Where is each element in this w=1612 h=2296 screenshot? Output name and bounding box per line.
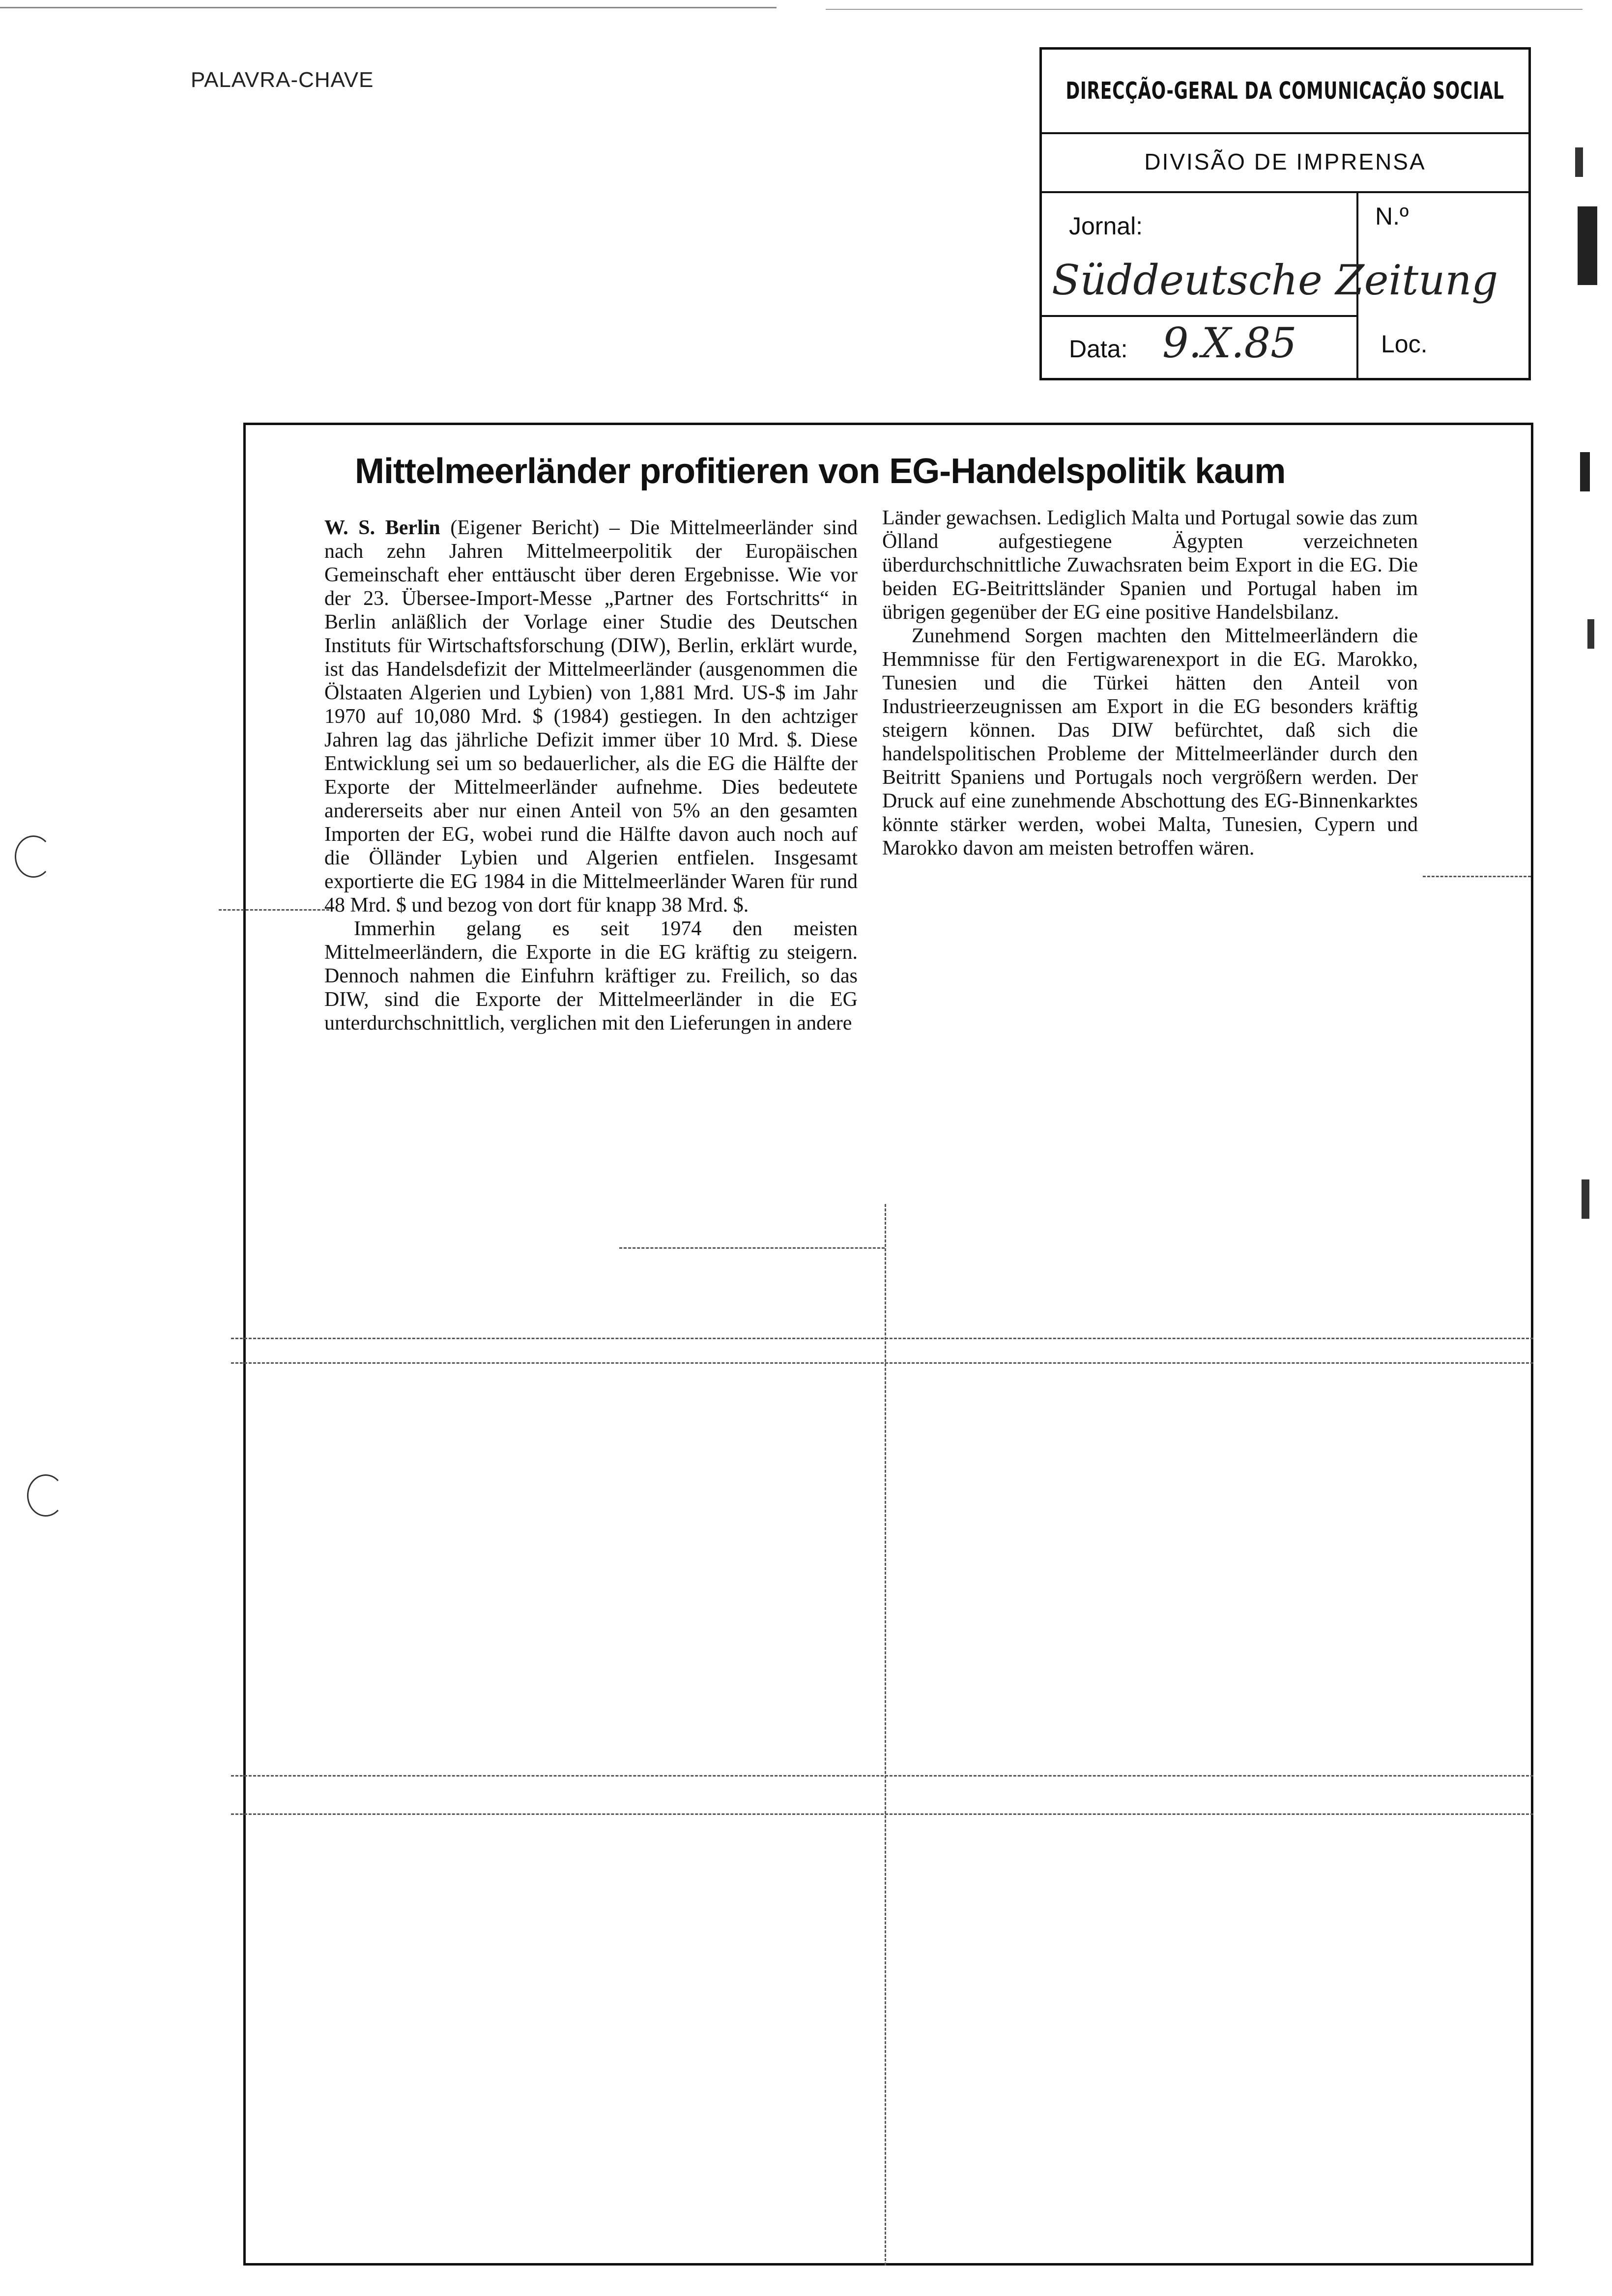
scan-edge-line xyxy=(826,9,1583,10)
article-column-left xyxy=(324,516,858,1035)
scan-noise-mark xyxy=(1582,1179,1589,1219)
stamp-organization-row xyxy=(1042,50,1528,134)
local-label: Loc. xyxy=(1381,330,1428,358)
article-lead-text: (Eigener Bericht) – Die Mittelmeerländer sind nach zehn Jahren Mittelmeerpolitik der Europäischen Gemeinschaft eher enttäuscht über deren Ergebnisse. Wie vor der 23. Übersee-Import-Messe „Partner des Fortschritts“ in Berlin anläßlich der Vorlage einer Studie des Deutschen Instituts für Wirtschaftsforschung (DIW), Berlin, erklärt wurde, ist das Handelsdefizit der Mittelmeerländer (ausgenommen die Ölstaaten Algerien und Lybien) von 1,881 Mrd. US-$ im Jahr 1970 auf 10,080 Mrd. $ (1984) gestiegen. In den achtziger Jahren lag das jährliche Defizit immer über 10 Mrd. $. Diese Entwicklung sei um so bedauerlicher, als die EG die Hälfte der Exporte der Mittelmeerländer aufnehme. Dies bedeutete andererseits aber nur einen Anteil von 5% an den gesamten Importen der EG, wobei rund die Hälfte davon auch noch auf die Ölländer Lybien und Algerien entfielen. Insgesamt exportierte die EG 1984 in die Mittelmeerländer Waren für rund 48 Mrd. $ und bezog von dort für knapp 38 Mrd. $. xyxy=(324,517,858,917)
cut-guide-line xyxy=(231,1813,1533,1815)
keyword-label: PALAVRA-CHAVE xyxy=(191,68,374,92)
jornal-label: Jornal: xyxy=(1069,212,1143,240)
data-label: Data: xyxy=(1069,335,1128,363)
article-paragraph: Immerhin gelang es seit 1974 den meisten Mittelmeerländern, die Exporte in die EG kräftig zu steigern. Dennoch nahmen die Einfuhrn kräftiger zu. Freilich, so das DIW, sind die Exporte der Mittelmeerländer in die EG unterdurchschnittlich, verglichen mit den Lieferungen in andere xyxy=(324,918,858,1034)
scan-noise-mark xyxy=(1578,206,1597,285)
article-byline: W. S. Berlin xyxy=(324,517,440,539)
stamp-divider xyxy=(1042,315,1356,317)
scan-noise-mark xyxy=(1587,619,1594,649)
cut-guide-line xyxy=(885,1204,886,2266)
cut-guide-line xyxy=(231,1775,1533,1777)
data-value-handwritten: 9.X.85 xyxy=(1162,319,1297,367)
article-paragraph: Zunehmend Sorgen machten den Mittelmeerländern die Hemmnisse für den Fertigwarenexport in die EG. Marokko, Tunesien und die Türkei hätten den Anteil von Industrieerzeugnissen am Export in die EG besonders kräftig steigern können. Das DIW befürchtet, daß sich die handelspolitischen Probleme der Mittelmeerländer durch den Beitritt Spaniens und Portugals noch vergrößern werden. Der Druck auf eine zunehmende Abschottung des EG-Binnenkarktes könnte stärker werden, wobei Malta, Tunesien, Cypern und Marokko davon am meisten betroffen wären. xyxy=(882,625,1418,860)
cut-guide-line xyxy=(1423,876,1531,877)
hole-punch-mark xyxy=(27,1474,64,1517)
scan-noise-mark xyxy=(1575,147,1583,177)
cut-guide-line xyxy=(231,1338,1533,1339)
cut-guide-line xyxy=(231,1362,1533,1364)
stamp-division-row xyxy=(1042,132,1528,193)
jornal-value-handwritten: Süddeutsche Zeitung xyxy=(1052,256,1498,304)
scan-noise-mark xyxy=(1580,452,1590,491)
article-headline: Mittelmeerländer profitieren von EG-Handelspolitik kaum xyxy=(355,452,1286,491)
article-paragraph xyxy=(324,516,858,917)
cut-guide-line xyxy=(619,1247,885,1249)
hole-punch-mark xyxy=(15,835,52,878)
article-column-right xyxy=(882,506,1418,860)
article-paragraph: Länder gewachsen. Lediglich Malta und Portugal sowie das zum Ölland aufgestiegene Ägypten verzeichneten überdurchschnittliche Zuwachsraten beim Export in die EG. Die beiden EG-Beitrittsländer Spanien und Portugal haben im übrigen gegenüber der EG eine positive Handelsbilanz. xyxy=(882,507,1418,624)
numero-label: N.º xyxy=(1375,202,1409,230)
stamp-division: DIVISÃO DE IMPRENSA xyxy=(1144,149,1426,174)
scan-edge-line xyxy=(0,7,777,8)
cut-guide-line xyxy=(219,909,329,911)
stamp-organization: DIRECÇÃO-GERAL DA COMUNICAÇÃO SOCIAL xyxy=(1065,77,1505,105)
press-office-stamp xyxy=(1039,47,1531,380)
